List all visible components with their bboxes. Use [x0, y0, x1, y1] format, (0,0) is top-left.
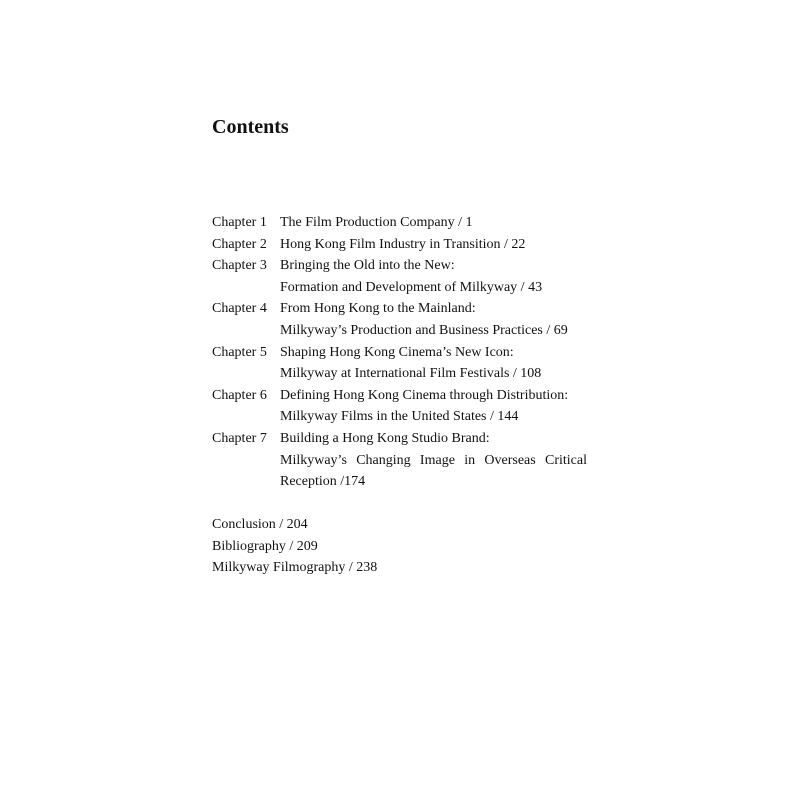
chapter-entry — [212, 234, 587, 256]
back-matter-item: Conclusion / 204 — [212, 517, 308, 532]
chapter-subtitle-line: Formation and Development of Milkyway / 43 — [280, 279, 543, 295]
chapter-entry — [212, 385, 587, 428]
chapter-title — [280, 385, 587, 428]
chapter-title — [280, 212, 587, 234]
chapter-subtitle-line: Milkyway’s Production and Business Practices / 69 — [280, 322, 568, 338]
chapter-subtitle-line: Milkyway Films in the United States / 144 — [280, 409, 519, 425]
chapter-entry — [212, 298, 587, 341]
chapter-title-line: Bringing the Old into the New: — [280, 258, 455, 274]
chapter-label: Chapter 2 — [212, 236, 267, 252]
chapter-entry — [212, 428, 587, 493]
back-matter-item: Bibliography / 209 — [212, 538, 318, 554]
chapter-title — [280, 428, 587, 493]
chapter-label: Chapter 4 — [212, 301, 267, 317]
chapter-label: Chapter 3 — [212, 258, 267, 274]
chapter-label: Chapter 6 — [212, 387, 267, 403]
chapter-title-line: Shaping Hong Kong Cinema’s New Icon: — [280, 344, 514, 360]
chapter-label: Chapter 5 — [212, 344, 267, 360]
chapter-title — [280, 234, 587, 256]
chapter-subtitle-line: Milkyway at International Film Festivals / 108 — [280, 366, 542, 382]
chapter-label: Chapter 1 — [212, 215, 267, 230]
chapter-title-line: Building a Hong Kong Studio Brand: — [280, 430, 490, 446]
chapter-list — [212, 212, 587, 493]
chapter-title-line: From Hong Kong to the Mainland: — [280, 301, 476, 317]
chapter-entry — [212, 255, 587, 298]
page-title: Contents — [212, 116, 289, 138]
back-matter-item: Milkyway Filmography / 238 — [212, 560, 378, 576]
chapter-title — [280, 255, 587, 298]
chapter-title-line: Hong Kong Film Industry in Transition / 22 — [280, 236, 526, 252]
chapter-entry — [212, 212, 587, 234]
chapter-title — [280, 298, 587, 341]
chapter-entry — [212, 342, 587, 385]
chapter-title-line: Defining Hong Kong Cinema through Distribution: — [280, 387, 569, 403]
back-matter-list — [212, 514, 377, 579]
chapter-title — [280, 342, 587, 385]
chapter-subtitle-line: Reception /174 — [280, 474, 366, 490]
chapter-label: Chapter 7 — [212, 430, 267, 446]
chapter-subtitle-line: Milkyway’s Changing Image in Overseas Critical — [280, 452, 587, 468]
chapter-title-line: The Film Production Company / 1 — [280, 215, 473, 230]
